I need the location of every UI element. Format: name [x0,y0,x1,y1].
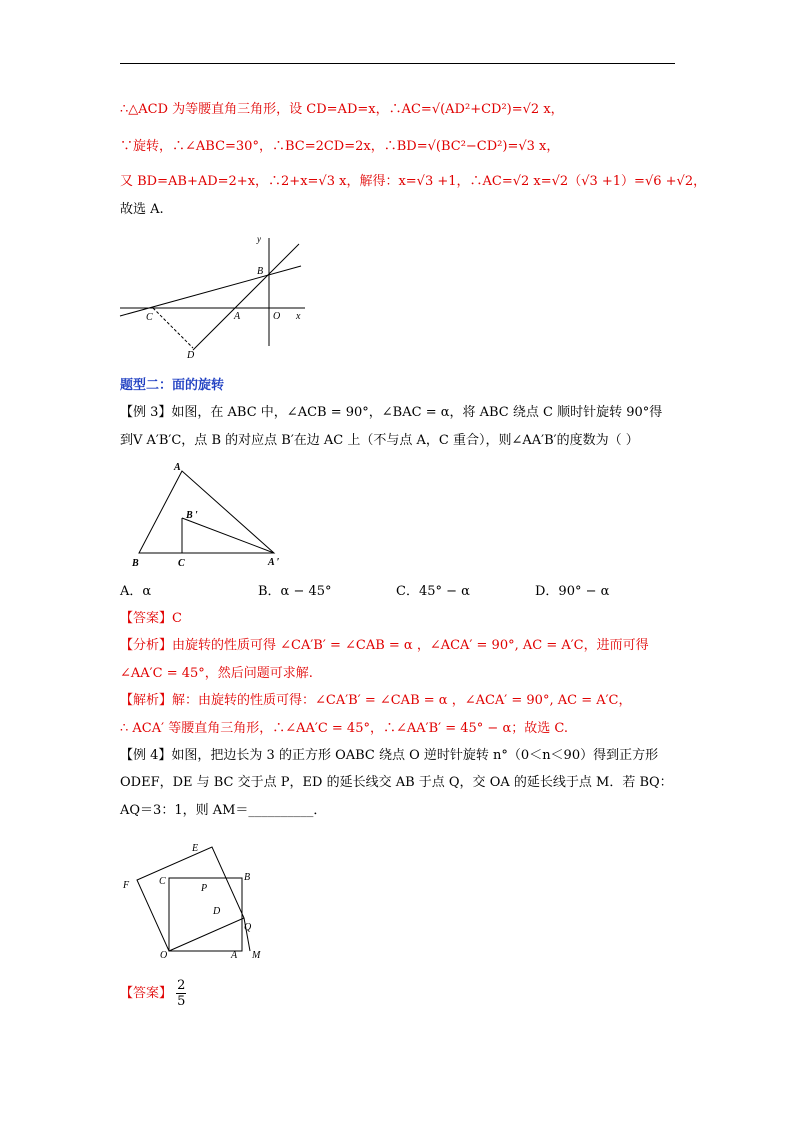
example3-analysis-2: ∠AA′C = 45°，然后问题可求解. [120,666,313,681]
header-rule [120,63,675,64]
label-D: D [187,350,195,360]
triangle-ABA [139,471,274,553]
label-O: O [160,950,168,961]
example4-line-1: 【例 4】如图，把边长为 3 的正方形 OABC 绕点 O 逆时针旋转 n°（0＜n＜90）得到正方形 [120,748,659,763]
segment-BA [182,518,274,553]
label-Q: Q [244,922,252,933]
example4-answer [120,978,186,1009]
answer-denominator: 5 [177,994,186,1009]
example3-answer: 【答案】C [120,611,182,626]
label-y: y [257,234,261,244]
option-B[interactable]: B．α − 45° [258,584,332,599]
option-D[interactable]: D．90° − α [535,584,610,599]
label-A: A [231,950,238,961]
example3-explain-1: 【解析】解：由旋转的性质可得：∠CA′B′ = ∠CAB = α ，∠ACA′ = 90°, AC = A′C， [120,693,632,708]
choose-answer: 故选 A. [120,202,164,217]
answer-label: 【答案】 [120,986,173,1001]
example3-line-2: 到V A′B′C，点 B 的对应点 B′在边 AC 上（不与点 A，C 重合），则∠AA′B′的度数为（ ） [120,433,639,448]
label-M: M [252,950,261,961]
solution-line-1: ∴△ACD 为等腰直角三角形，设 CD=AD=x，∴AC=√(AD²+CD²)=√2 x， [120,102,564,117]
label-P: P [201,883,208,894]
figure-rotated-square [118,836,268,964]
label-C: C [178,558,185,569]
label-B: B [244,872,251,883]
label-D: D [213,906,221,917]
option-A[interactable]: A．α [120,584,152,599]
label-A: A [174,462,181,473]
example3-explain-2: ∴ ACA′ 等腰直角三角形，∴∠AA′C = 45°，∴∠AA′B′ = 45° − α；故选 C. [120,721,568,736]
example4-line-3: AQ＝3：1，则 AM＝__________． [120,803,327,818]
section-title: 题型二：面的旋转 [120,378,225,393]
solution-line-3: 又 BD=AB+AD=2+x，∴2+x=√3 x，解得：x=√3 +1，∴AC=√2 x=√2（√3 +1）=√6 +√2， [120,174,707,189]
example3-line-1: 【例 3】如图，在 ABC 中，∠ACB = 90°，∠BAC = α，将 ABC 绕点 C 顺时针旋转 90°得 [120,405,663,420]
answer-numerator: 2 [177,978,186,993]
dashed-CD [153,308,193,348]
figure-triangle [125,458,295,573]
label-B-prime: B ′ [186,510,198,521]
figure-coordinate [115,228,310,360]
example3-analysis-1: 【分析】由旋转的性质可得 ∠CA′B′ = ∠CAB = α ，∠ACA′ = 90°, AC = A′C，进而可得 [120,638,649,653]
line-DB [193,244,299,350]
label-E: E [192,843,199,854]
answer-fraction [176,978,186,1009]
example4-line-2: ODEF，DE 与 BC 交于点 P，ED 的延长线交 AB 于点 Q，交 OA 的延长线于点 M．若 BQ： [120,775,673,790]
square-ODEF [137,847,244,951]
label-A-prime: A ′ [268,557,280,568]
label-B: B [257,266,264,277]
label-F: F [123,880,130,891]
label-O: O [273,311,281,322]
label-C: C [146,312,153,323]
label-A: A [234,311,241,322]
solution-line-2: ∵旋转，∴∠ABC=30°，∴BC=2CD=2x，∴BD=√(BC²−CD²)=√3 x， [120,139,560,154]
label-C: C [159,876,166,887]
label-B: B [132,558,139,569]
option-C[interactable]: C．45° − α [396,584,470,599]
label-x: x [296,311,301,322]
